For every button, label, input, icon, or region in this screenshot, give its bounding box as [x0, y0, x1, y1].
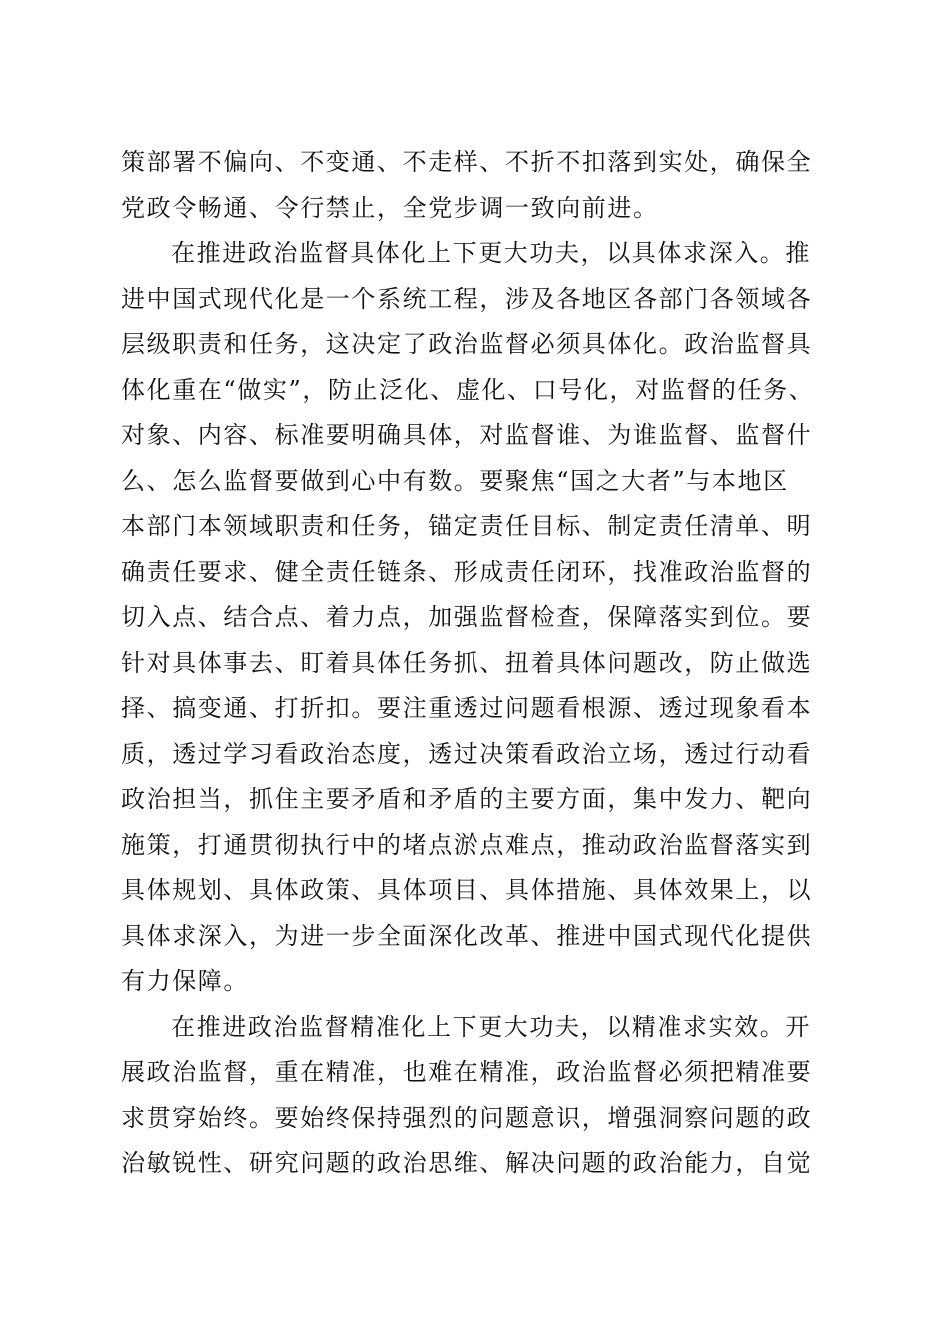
text-line: 体化重在“做实”，防止泛化、虚化、口号化，对监督的任务、	[121, 375, 815, 404]
text-line: 层级职责和任务，这决定了政治监督必须具体化。政治监督具	[121, 330, 813, 358]
text-line: 展政治监督，重在精准，也难在精准，政治监督必须把精准要	[121, 1058, 813, 1086]
text-line: 么、怎么监督要做到心中有数。要聚焦“国之大者”与本地区	[121, 466, 789, 495]
text-line: 党政令畅通、令行禁止，全党步调一致向前进。	[121, 193, 659, 222]
paragraph-first-line: 在推进政治监督精准化上下更大功夫，以精准求实效。开	[171, 1012, 811, 1041]
text-line: 策部署不偏向、不变通、不走样、不折不扣落到实处，确保全	[121, 148, 813, 176]
text-line: 具体求深入，为进一步全面深化改革、推进中国式现代化提供	[121, 921, 813, 950]
paragraph-first-line: 在推进政治监督具体化上下更大功夫，以具体求深入。推	[171, 239, 811, 267]
text-line: 质，透过学习看政治态度，透过决策看政治立场，透过行动看	[121, 739, 813, 768]
text-line: 治敏锐性、研究问题的政治思维、解决问题的政治能力，自觉	[121, 1149, 813, 1177]
text-line: 进中国式现代化是一个系统工程，涉及各地区各部门各领域各	[121, 284, 813, 313]
text-line: 针对具体事去、盯着具体任务抓、扭着具体问题改，防止做选	[121, 648, 813, 677]
text-line: 有力保障。	[121, 967, 249, 995]
text-line: 政治担当，抓住主要矛盾和矛盾的主要方面，集中发力、靶向	[121, 785, 813, 813]
text-line: 本部门本领域职责和任务，锚定责任目标、制定责任清单、明	[121, 512, 813, 540]
text-line: 择、搞变通、打折扣。要注重透过问题看根源、透过现象看本	[121, 694, 813, 722]
text-line: 切入点、结合点、着力点，加强监督检查，保障落实到位。要	[121, 603, 813, 631]
text-line: 确责任要求、健全责任链条、形成责任闭环，找准政治监督的	[121, 557, 813, 586]
text-line: 对象、内容、标准要明确具体，对监督谁、为谁监督、监督什	[121, 421, 813, 449]
text-line: 具体规划、具体政策、具体项目、具体措施、具体效果上，以	[121, 876, 813, 904]
text-line: 求贯穿始终。要始终保持强烈的问题意识，增强洞察问题的政	[121, 1103, 813, 1132]
text-line: 施策，打通贯彻执行中的堵点淤点难点，推动政治监督落实到	[121, 830, 813, 859]
body-text	[121, 140, 831, 1187]
